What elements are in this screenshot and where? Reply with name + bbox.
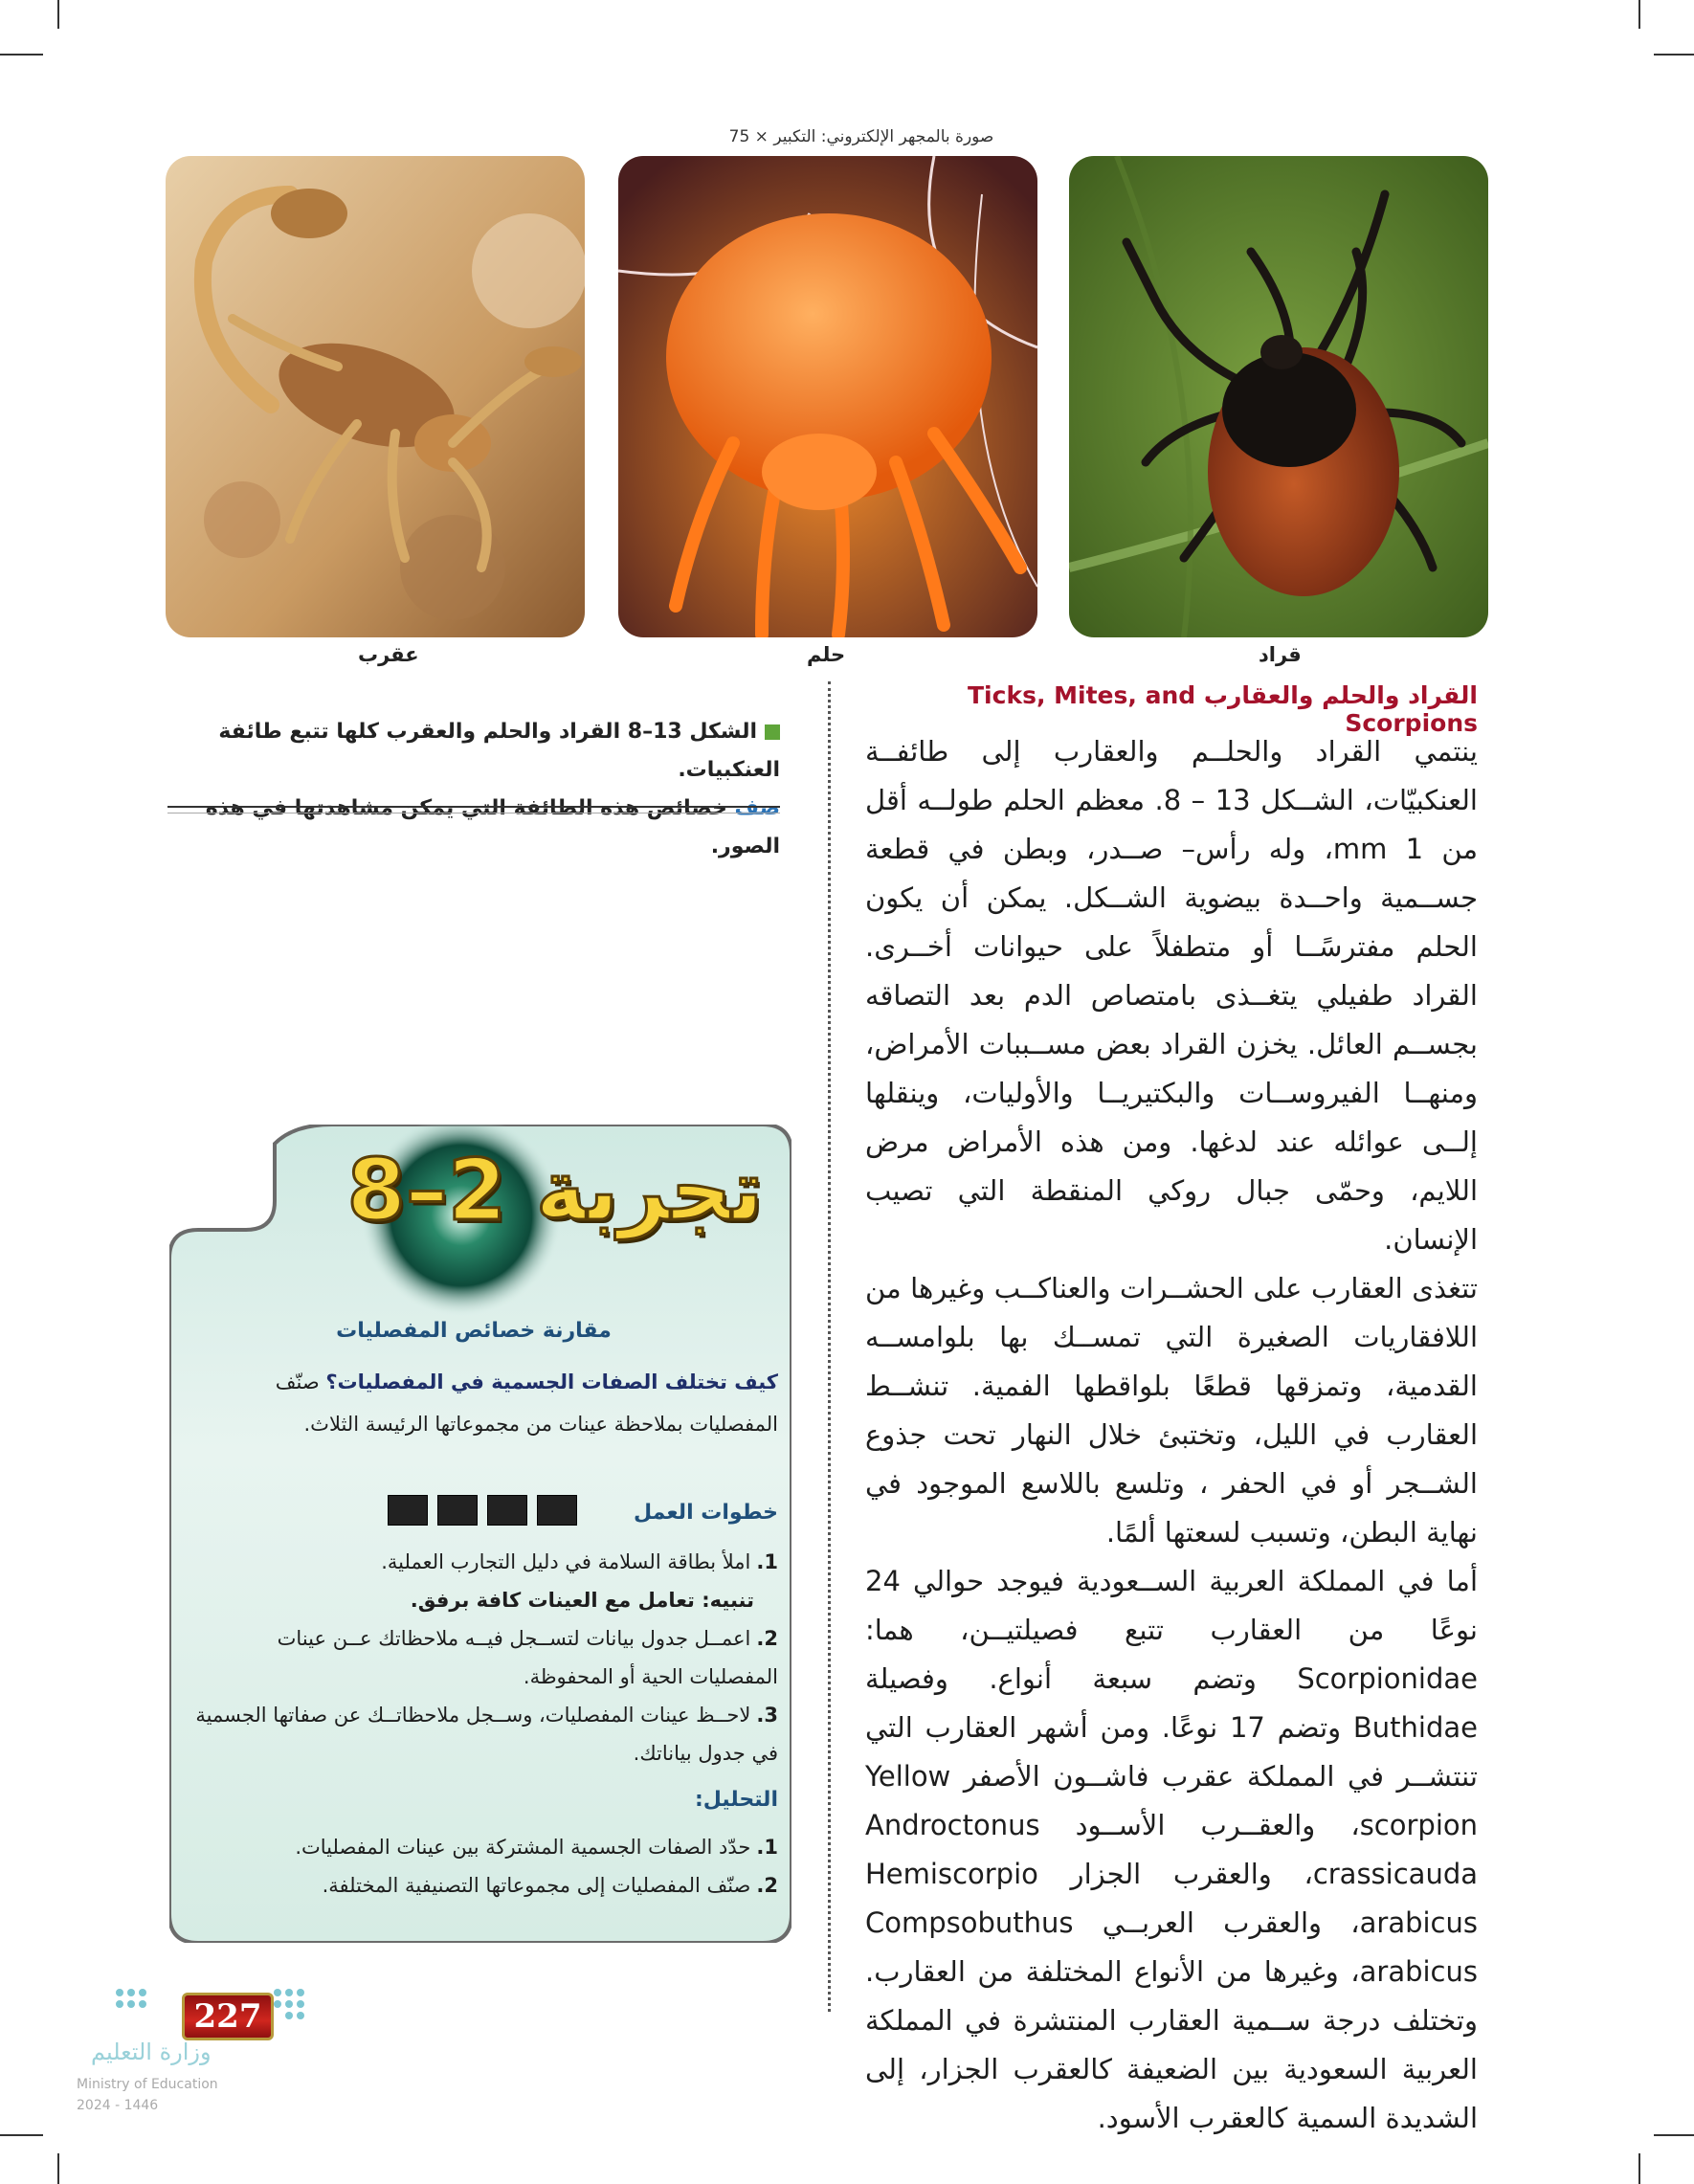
lab-question-bold: كيف تختلف الصفات الجسمية في المفصليات؟: [325, 1371, 778, 1393]
crop-mark: [0, 54, 43, 56]
step-item: 3.لاحــظ عينات المفصليات، وســجل ملاحظاتــك عن صفاتها الجسمية في جدول بياناتك.: [195, 1704, 778, 1765]
ministry-english: Ministry of Education: [77, 2077, 218, 2092]
scorpion-label: عقرب: [358, 643, 419, 666]
step-item: 2.اعمــل جدول بيانات لتســجل فيــه ملاحظاتك عــن عينات المفصليات الحية أو المحفوظة.: [277, 1627, 778, 1688]
tick-label: قراد: [1259, 643, 1302, 666]
analysis-item: 1.حدّد الصفات الجسمية المشتركة بين عينات المفصليات.: [295, 1836, 778, 1859]
hand-safety-icon: [537, 1495, 577, 1526]
analysis-heading: التحليل:: [694, 1788, 778, 1812]
analysis-item: 2.صنّف المفصليات إلى مجموعاتها التصنيفية المختلفة.: [322, 1874, 778, 1897]
lab-subtitle: مقارنة خصائص المفصليات: [336, 1319, 612, 1343]
caption-square-icon: [765, 724, 780, 740]
figure-text-2: خصائص هذه الطائفة التي يمكن مشاهدتها في هذه الصور.: [205, 796, 780, 858]
crop-mark: [0, 2134, 43, 2136]
edition-year: 2024 - 1446: [77, 2098, 159, 2113]
figure-text: القراد والحلم والعقرب كلها تتبع طائفة العنكبيات.: [218, 720, 780, 782]
mite-label: حلم: [807, 643, 846, 666]
steps-heading: خطوات العمل: [634, 1501, 778, 1525]
section-heading: القراد والحلم والعقارب Ticks, Mites, and Scorpions: [968, 681, 1478, 737]
safety-icons: [388, 1495, 577, 1526]
step-item: 1.املأ بطاقة السلامة في دليل التجارب العملية.: [381, 1550, 778, 1573]
crop-mark: [57, 2153, 59, 2184]
column-divider: [828, 681, 831, 2012]
sharp-object-icon: [437, 1495, 478, 1526]
body-paragraph: ينتمي القراد والحلــم والعقارب إلى طائفــة العنكبيّات، الشــكل 13 – 8. معظم الحلم طولــه أقل من 1 mm، وله رأس– صــدر، وبطن في قطعة جســمية واحــدة بيضوية الشــكل. يمكن أن يكون الحلم مفترسًــا أو متطفلاً على حيوانات أخــرى. القراد طفيلي يتغــذى بامتصاص الدم بعد التصاقه بجســم العائل. يخزن القراد بعض مســببات الأمراض، ومنهــا الفيروســات والبكتيريــا والأوليات، وينقلها إلــى عوائله عند لدغها. ومن هذه الأمراض مرض اللايم، وحمّى جبال روكي المنقطة التي تصيب الإنسان.: [865, 735, 1479, 1256]
tick-photo: [1069, 156, 1488, 637]
body-text: [865, 727, 1478, 2143]
figure-verb: صف: [734, 796, 780, 820]
caption-rule: [167, 806, 780, 808]
ministry-logo-text: وزارة التعليم: [91, 2039, 212, 2065]
goggles-icon: [388, 1495, 428, 1526]
animal-safety-icon: [487, 1495, 527, 1526]
figure-caption: [167, 713, 780, 866]
microscope-caption: صورة بالمجهر الإلكتروني: التكبير × 75: [728, 127, 994, 146]
body-paragraph: أما في المملكة العربية الســعودية فيوجد حوالي 24 نوعًا من العقارب تتبع فصيلتيــن، هما: Scorpionidae وتضم سبعة أنواع. وفصيلة Buthidae وتضم 17 نوعًا. ومن أشهر العقارب التي تنتشــر في المملكة عقرب فاشــون الأصفر Yellow scorpion، والعقــرب الأســود Androctonus crassicauda، والعقرب الجزار Hemiscorpio arabicus، والعقرب العربــي Compsobuthus arabicus، وغيرها من الأنواع المختلفة من العقارب. وتختلف درجة ســمية العقارب المنتشرة في المملكة العربية السعودية بين الضعيفة كالعقرب الجزار، إلى الشديدة السمية كالعقرب الأسود.: [865, 1565, 1478, 2134]
lab-question: [185, 1361, 778, 1445]
mite-photo: [618, 156, 1037, 637]
body-paragraph: تتغذى العقارب على الحشــرات والعناكــب وغيرها من اللافقاريات الصغيرة التي تمســك بها بلوامســه القدمية، وتمزقها قطعًا بلواقطها الفمية. تنشــط العقارب في الليل، وتختبئ خلال النهار تحت جذوع الشــجر أو في الحفر ، وتلسع باللاسع الموجود في نهاية البطن، وتسبب لسعتها ألمًا.: [865, 1272, 1478, 1549]
step-warning: تنبيه: تعامل مع العينات كافة برفق.: [410, 1589, 754, 1612]
lab-title: تجربة 2–8: [346, 1141, 764, 1239]
crop-mark: [1654, 2134, 1694, 2136]
lab-question-rest: صنّف المفصليات بملاحظة عينات من مجموعاتها الرئيسة الثلاث.: [275, 1371, 778, 1436]
scorpion-photo: [166, 156, 585, 637]
page-number: 227: [182, 1993, 274, 2040]
crop-mark: [1638, 0, 1640, 29]
crop-mark: [1654, 54, 1694, 56]
figure-label: الشكل 13–8: [627, 720, 757, 744]
crop-mark: [1638, 2153, 1640, 2184]
lab-card: [169, 1125, 791, 1943]
crop-mark: [57, 0, 59, 29]
